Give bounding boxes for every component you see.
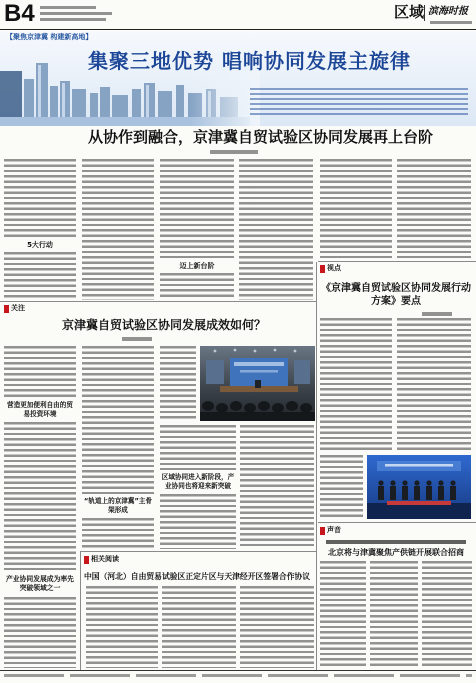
related-label-text: 相关阅读	[91, 555, 119, 563]
text-column	[239, 159, 313, 300]
lead-subhead: 迈上新台阶	[179, 262, 215, 270]
text-column	[320, 561, 366, 668]
focus-subhead: 区域协同进入新阶段，产业协同也将迎来新突破	[161, 473, 235, 490]
text-column	[4, 252, 76, 300]
focus-label-text: 关注	[11, 304, 25, 312]
focus-headline: 京津冀自贸试验区协同发展成效如何？	[62, 318, 267, 332]
viewpoint-headline: 《京津冀自贸试验区协同发展行动方案》要点	[321, 283, 471, 307]
header-divider	[424, 5, 425, 21]
section-rule	[0, 301, 316, 302]
section-name: 区域	[394, 3, 425, 21]
page-number: B4	[4, 0, 35, 27]
text-column	[162, 586, 236, 668]
date-line	[40, 6, 96, 9]
text-column	[320, 318, 392, 450]
text-column	[4, 159, 76, 238]
marker-square-icon	[84, 556, 89, 564]
text-column	[82, 159, 154, 300]
voice-label-text: 声音	[327, 526, 341, 534]
text-column	[160, 346, 196, 420]
masthead-logo: 滨海时报	[428, 6, 468, 17]
lead-article-headline: 从协作到融合，京津冀自贸试验区协同发展再上台阶	[88, 128, 434, 146]
text-column	[86, 586, 158, 668]
voice-speaker-line	[326, 540, 466, 544]
text-column	[4, 346, 76, 398]
viewpoint-byline	[422, 312, 452, 316]
text-column	[397, 318, 471, 450]
related-label	[84, 555, 119, 564]
focus-subhead: 产业协同发展成为率先突破领域之一	[6, 575, 74, 592]
footer-rule	[0, 670, 476, 671]
focus-subhead: “轨道上的京津冀”主骨架形成	[83, 497, 152, 514]
text-column	[320, 159, 392, 258]
footer-imprint-line	[4, 674, 472, 677]
text-column	[82, 346, 154, 494]
section-rule	[318, 261, 476, 262]
focus-label	[4, 304, 25, 313]
lead-article-byline	[210, 150, 258, 154]
text-column	[4, 597, 76, 668]
related-headline: 中国（河北）自由贸易试验区正定片区与天津经开区签署合作协议	[84, 572, 311, 581]
main-headline: 集聚三地优势 唱响协同发展主旋律	[88, 49, 411, 73]
text-column	[4, 422, 76, 571]
column-divider	[316, 262, 317, 670]
section-rule	[318, 522, 476, 523]
text-column	[240, 425, 314, 549]
text-column	[160, 159, 234, 258]
banner-lede-text	[250, 88, 468, 118]
masthead-subline	[430, 21, 472, 24]
marker-square-icon	[320, 265, 325, 273]
viewpoint-label-text: 视点	[327, 264, 341, 272]
series-tag: 【聚焦京津冀 构建新高地】	[6, 33, 93, 41]
marker-square-icon	[320, 527, 325, 535]
focus-byline	[122, 337, 152, 341]
text-column	[422, 561, 472, 668]
text-column	[397, 159, 471, 258]
section-rule	[80, 551, 316, 552]
text-column	[320, 455, 363, 519]
text-column	[82, 518, 154, 549]
lead-subhead: 5大行动	[27, 241, 53, 249]
focus-subhead: 营造更加便利自由的贸易投资环境	[7, 401, 73, 418]
text-column	[160, 273, 234, 300]
signing-ceremony-photo	[367, 455, 471, 519]
text-column	[160, 425, 236, 470]
text-column	[160, 494, 236, 549]
editor-line	[40, 12, 112, 15]
column-divider	[80, 552, 81, 670]
text-column	[370, 561, 418, 668]
editor-line	[40, 18, 106, 21]
text-column	[240, 586, 314, 668]
marker-square-icon	[4, 305, 9, 313]
viewpoint-label	[320, 264, 341, 273]
voice-headline: 北京将与津冀聚焦产供链开展联合招商	[328, 548, 464, 557]
voice-label	[320, 526, 341, 535]
conference-photo	[200, 346, 315, 421]
